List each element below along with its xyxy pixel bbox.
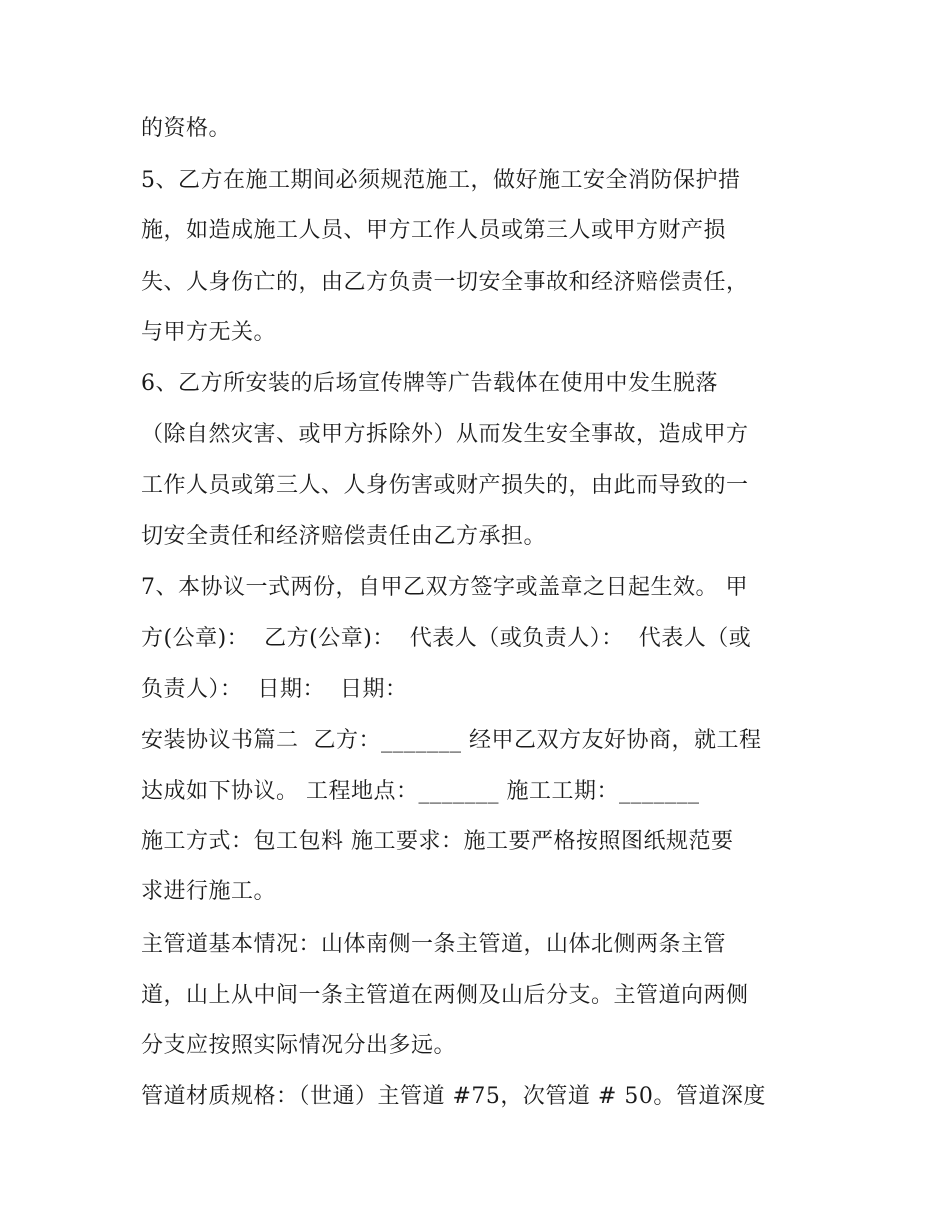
text-line: 施，如造成施工人员、甲方工作人员或第三人或甲方财产损	[141, 218, 727, 243]
text-line: 达成如下协议。 工程地点：_______ 施工工期：_______	[141, 779, 700, 804]
text-line: 切安全责任和经济赔偿责任由乙方承担。	[141, 524, 547, 549]
text-line: 管道材质规格：（世通）主管道 #75，次管道 # 50。管道深度	[141, 1084, 766, 1109]
text-line: 方(公章)： 乙方(公章)： 代表人（或负责人）： 代表人（或	[141, 626, 752, 651]
text-line: 失、人身伤亡的，由乙方负责一切安全事故和经济赔偿责任，	[141, 270, 749, 295]
text-line: 求进行施工。	[141, 879, 277, 904]
text-line: 7、本协议一式两份，自甲乙双方签字或盖章之日起生效。 甲	[141, 575, 748, 600]
text-line: 与甲方无关。	[141, 320, 277, 345]
text-line: 6、乙方所安装的后场宣传牌等广告载体在使用中发生脱落	[141, 371, 718, 396]
text-line: 负责人）： 日期： 日期：	[141, 677, 408, 702]
text-line: 施工方式：包工包料 施工要求：施工要严格按照图纸规范要	[141, 829, 734, 854]
text-line: （除自然灾害、或甲方拆除外）从而发生安全事故，造成甲方	[141, 422, 749, 447]
text-line: 分支应按照实际情况分出多远。	[141, 1033, 457, 1058]
text-line: 工作人员或第三人、人身伤害或财产损失的，由此而导致的一	[141, 473, 749, 498]
text-line: 主管道基本情况：山体南侧一条主管道，山体北侧两条主管	[141, 932, 727, 957]
text-line: 安装协议书篇二 乙方：_______ 经甲乙双方友好协商，就工程	[141, 728, 762, 753]
text-line: 的资格。	[141, 116, 232, 141]
text-line: 道，山上从中间一条主管道在两侧及山后分支。主管道向两侧	[141, 983, 749, 1008]
text-line: 5、乙方在施工期间必须规范施工，做好施工安全消防保护措	[141, 168, 741, 193]
